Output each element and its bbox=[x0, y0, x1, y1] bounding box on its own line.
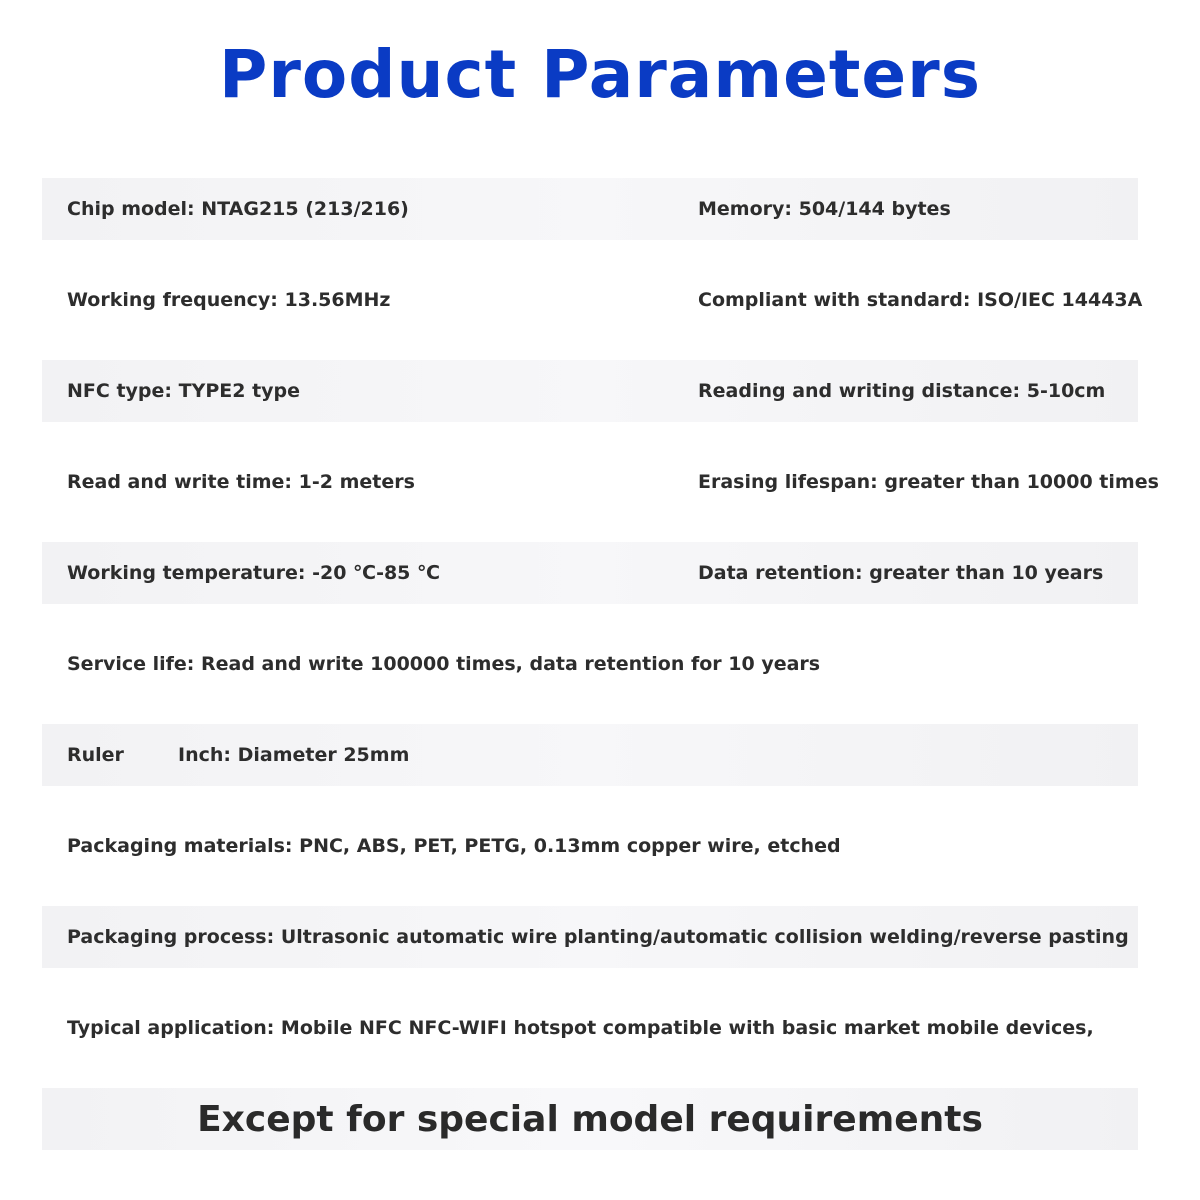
param-row-time-lifespan bbox=[42, 451, 1159, 513]
param-working-temperature: Working temperature: -20 ℃-85 ℃ bbox=[67, 562, 441, 584]
param-typical-application: Typical application: Mobile NFC NFC-WIFI hotspot compatible with basic market mobile devices, bbox=[67, 1017, 1094, 1039]
page-title: Product Parameters bbox=[218, 36, 982, 113]
param-row-temperature-retention bbox=[42, 542, 1138, 604]
param-service-life: Service life: Read and write 100000 times, data retention for 10 years bbox=[67, 653, 821, 675]
param-rw-time: Read and write time: 1-2 meters bbox=[67, 471, 415, 493]
footer-note: Except for special model requirements bbox=[42, 1088, 1138, 1150]
param-row-packaging-materials bbox=[42, 815, 1138, 877]
param-ruler-label: Ruler bbox=[67, 744, 124, 766]
param-row-frequency-standard bbox=[42, 269, 1143, 331]
param-memory: Memory: 504/144 bytes bbox=[698, 198, 951, 220]
param-packaging-materials: Packaging materials: PNC, ABS, PET, PETG, 0.13mm copper wire, etched bbox=[67, 835, 841, 857]
param-row-service-life bbox=[42, 633, 1138, 695]
param-row-ruler bbox=[42, 724, 1138, 786]
param-row-nfc-distance bbox=[42, 360, 1138, 422]
param-standard: Compliant with standard: ISO/IEC 14443A bbox=[698, 289, 1143, 311]
param-packaging-process: Packaging process: Ultrasonic automatic wire planting/automatic collision welding/reverse pasting bbox=[67, 926, 1129, 948]
param-rw-distance: Reading and writing distance: 5-10cm bbox=[698, 380, 1106, 402]
param-row-packaging-process bbox=[42, 906, 1138, 968]
parameters-table bbox=[42, 178, 1159, 1088]
param-row-typical-application bbox=[42, 997, 1138, 1059]
param-row-chip-memory bbox=[42, 178, 1138, 240]
param-erasing-lifespan: Erasing lifespan: greater than 10000 times bbox=[698, 471, 1159, 493]
param-ruler-value: Inch: Diameter 25mm bbox=[178, 744, 410, 766]
param-chip-model: Chip model: NTAG215 (213/216) bbox=[67, 198, 409, 220]
param-data-retention: Data retention: greater than 10 years bbox=[698, 562, 1104, 584]
param-nfc-type: NFC type: TYPE2 type bbox=[67, 380, 301, 402]
param-working-frequency: Working frequency: 13.56MHz bbox=[67, 289, 391, 311]
